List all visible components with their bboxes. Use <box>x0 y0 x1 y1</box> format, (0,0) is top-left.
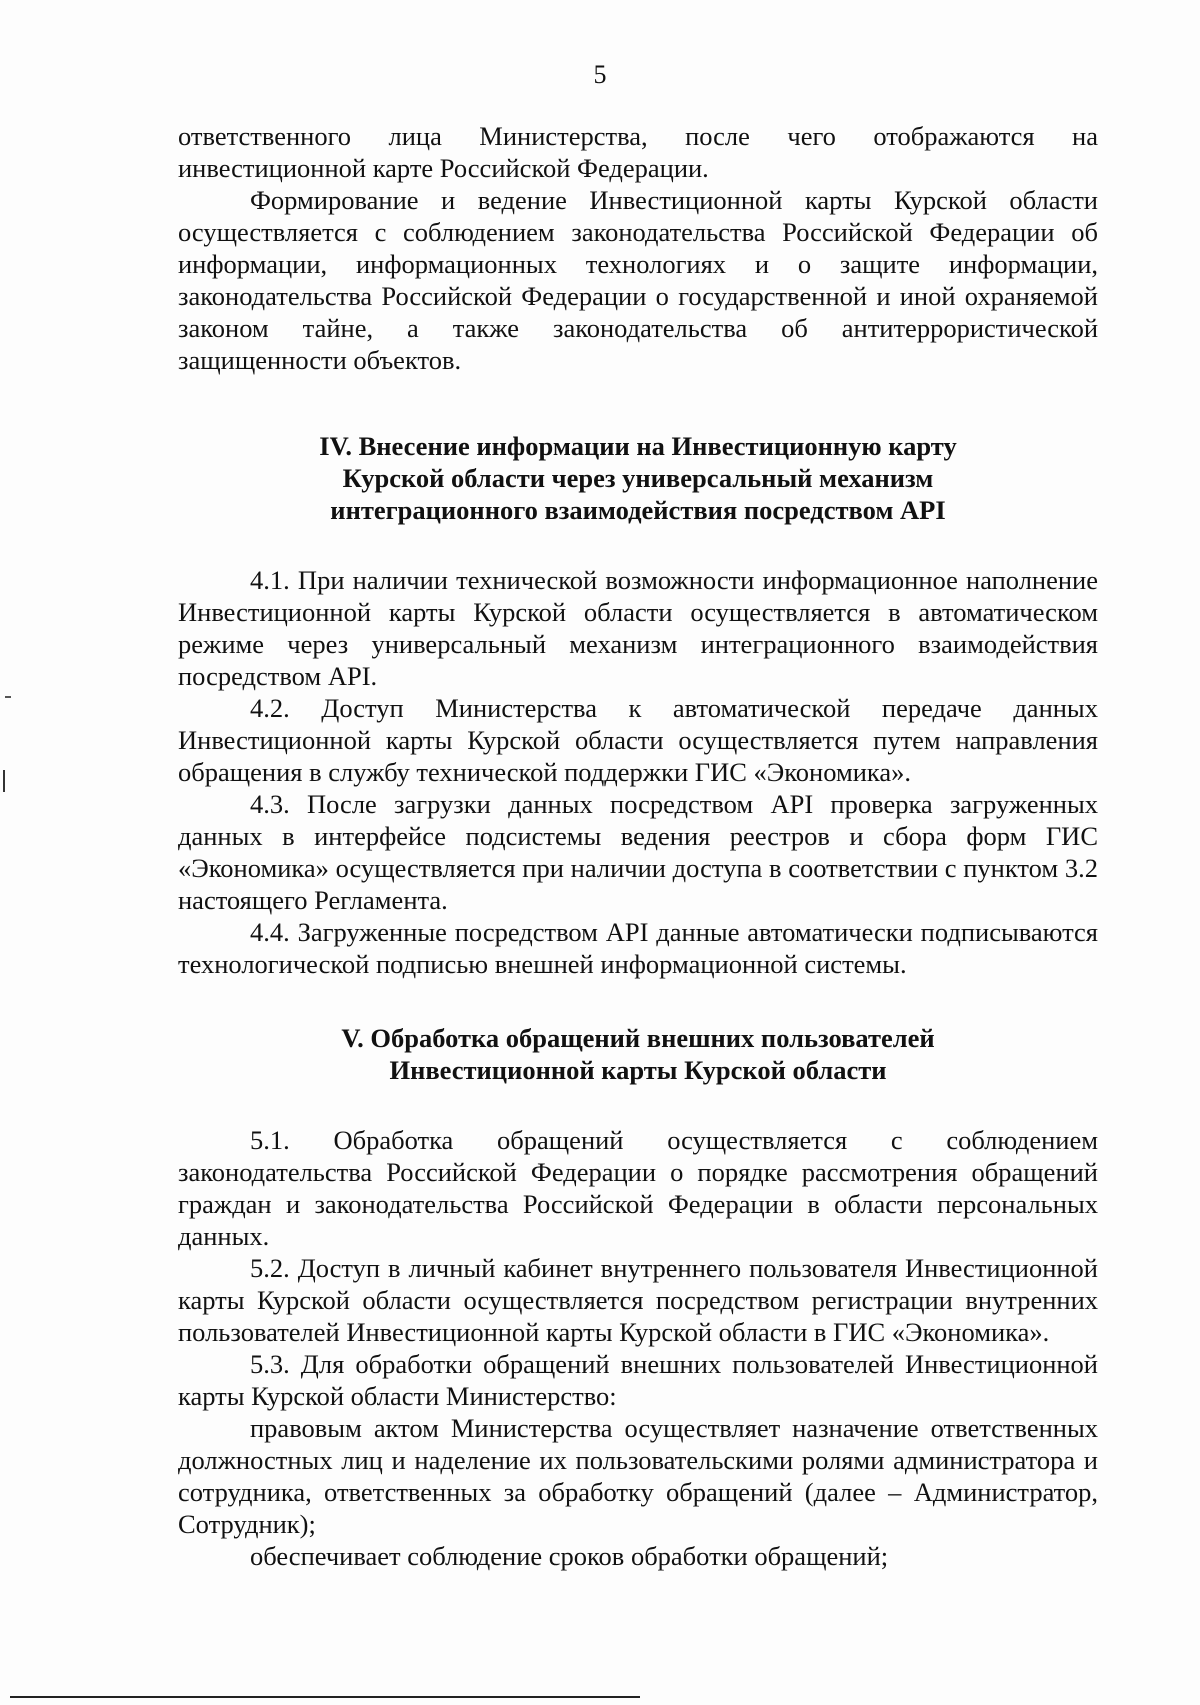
clause-4-1: 4.1. При наличии технической возможности информационное наполнение Инвестиционной карты Курской области осуществляется в автоматическом режиме через универсальный механизм интеграционного взаимодействия посредством API. <box>178 565 1098 691</box>
scan-margin-mark <box>3 770 5 792</box>
section-5-heading-line-2: Инвестиционной карты Курской области <box>389 1055 887 1085</box>
section-4-heading-line-3: интеграционного взаимодействия посредством API <box>330 495 946 525</box>
clause-5-3: 5.3. Для обработки обращений внешних пользователей Инвестиционной карты Курской области Министерство: <box>178 1349 1098 1411</box>
section-4-heading-line-1: IV. Внесение информации на Инвестиционную карту <box>319 431 957 461</box>
clause-4-4: 4.4. Загруженные посредством API данные автоматически подписываются технологической подписью внешней информационной системы. <box>178 917 1098 979</box>
footer-rule <box>10 1696 640 1698</box>
clause-4-3: 4.3. После загрузки данных посредством API проверка загруженных данных в интерфейсе подсистемы ведения реестров и сбора форм ГИС «Экономика» осуществляется при наличии доступа в соответствии с пунктом 3.2 настоящего Регламента. <box>178 789 1098 915</box>
clause-5-3-item-deadlines: обеспечивает соблюдение сроков обработки обращений; <box>250 1541 889 1571</box>
clause-5-2: 5.2. Доступ в личный кабинет внутреннего пользователя Инвестиционной карты Курской области осуществляется посредством регистрации внутренних пользователей Инвестиционной карты Курской области в ГИС «Экономика». <box>178 1253 1098 1347</box>
scan-margin-tick <box>5 696 11 698</box>
clause-5-3-item-appointment: правовым актом Министерства осуществляет назначение ответственных должностных лиц и наделение их пользовательскими ролями администратора и сотрудника, ответственных за обработку обращений (далее – Администратор, Сотрудник); <box>178 1413 1098 1539</box>
section-4-heading-line-2: Курской области через универсальный механизм <box>342 463 934 493</box>
clause-4-2: 4.2. Доступ Министерства к автоматической передаче данных Инвестиционной карты Курской области осуществляется путем направления обращения в службу технической поддержки ГИС «Экономика». <box>178 693 1098 787</box>
section-5-heading <box>178 1022 1098 1086</box>
document-body <box>178 120 1098 1572</box>
section-5-heading-line-1: V. Обработка обращений внешних пользователей <box>341 1023 935 1053</box>
intro-paragraph-legislation: Формирование и ведение Инвестиционной карты Курской области осуществляется с соблюдением законодательства Российской Федерации об информации, информационных технологиях и о защите информации, законодательства Российской Федерации о государственной и иной охраняемой законом тайне, а также законодательства об антитеррористической защищенности объектов. <box>178 185 1098 375</box>
clause-5-1: 5.1. Обработка обращений осуществляется с соблюдением законодательства Российской Федерации о порядке рассмотрения обращений граждан и законодательства Российской Федерации в области персональных данных. <box>178 1125 1098 1251</box>
page-number: 5 <box>593 60 607 89</box>
intro-paragraph-continuation: ответственного лица Министерства, после чего отображаются на инвестиционной карте Российской Федерации. <box>178 121 1098 183</box>
section-4-heading <box>178 430 1098 526</box>
